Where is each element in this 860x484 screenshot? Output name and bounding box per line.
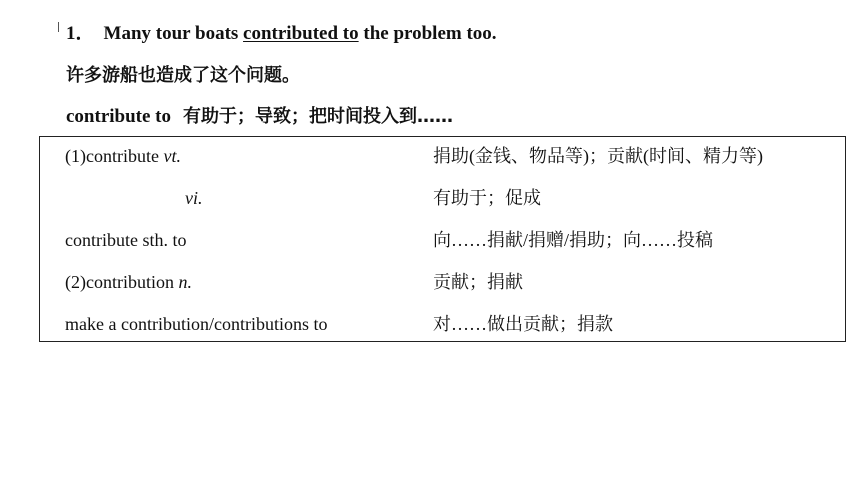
table-row-5-left (65, 313, 327, 335)
entry-text: (1)contribute (65, 146, 164, 166)
table-row-2-right: 有助于；促成 (433, 188, 541, 208)
example-sentence (66, 18, 497, 45)
table-row-2-left (185, 187, 203, 209)
sentence-number: 1． (66, 23, 95, 44)
part-of-speech: vt. (163, 146, 181, 166)
margin-tick (58, 22, 59, 32)
translation-text: 许多游船也造成了这个问题。 (66, 65, 300, 86)
phrase-term: contribute to (66, 106, 172, 127)
table-row-5-right: 对……做出贡献；捐款 (433, 314, 613, 334)
table-row-4-right: 贡献；捐献 (433, 272, 523, 292)
table-row-3-right: 向……捐献/捐赠/捐助；向……投稿 (433, 230, 714, 250)
entry-text: (2)contribution (65, 272, 179, 292)
sentence-end: the problem too. (358, 23, 497, 44)
phrase-definition (66, 102, 453, 128)
table-row-3-left (65, 229, 186, 251)
table-row-4-left (65, 271, 192, 293)
table-row-1-right: 捐助(金钱、物品等)；贡献(时间、精力等) (433, 146, 763, 166)
vocabulary-table (39, 136, 846, 342)
part-of-speech: vi. (185, 188, 203, 208)
sentence-start: Many tour boats (103, 23, 244, 44)
underlined-phrase: contributed to (243, 23, 359, 44)
table-row-1-left (65, 145, 181, 167)
entry-text: contribute sth. to (65, 230, 187, 250)
phrase-meaning: 有助于；导致；把时间投入到…… (183, 106, 454, 127)
part-of-speech: n. (178, 272, 192, 292)
entry-text: make a contribution/contributions to (65, 314, 328, 334)
sentence-translation (66, 61, 300, 87)
